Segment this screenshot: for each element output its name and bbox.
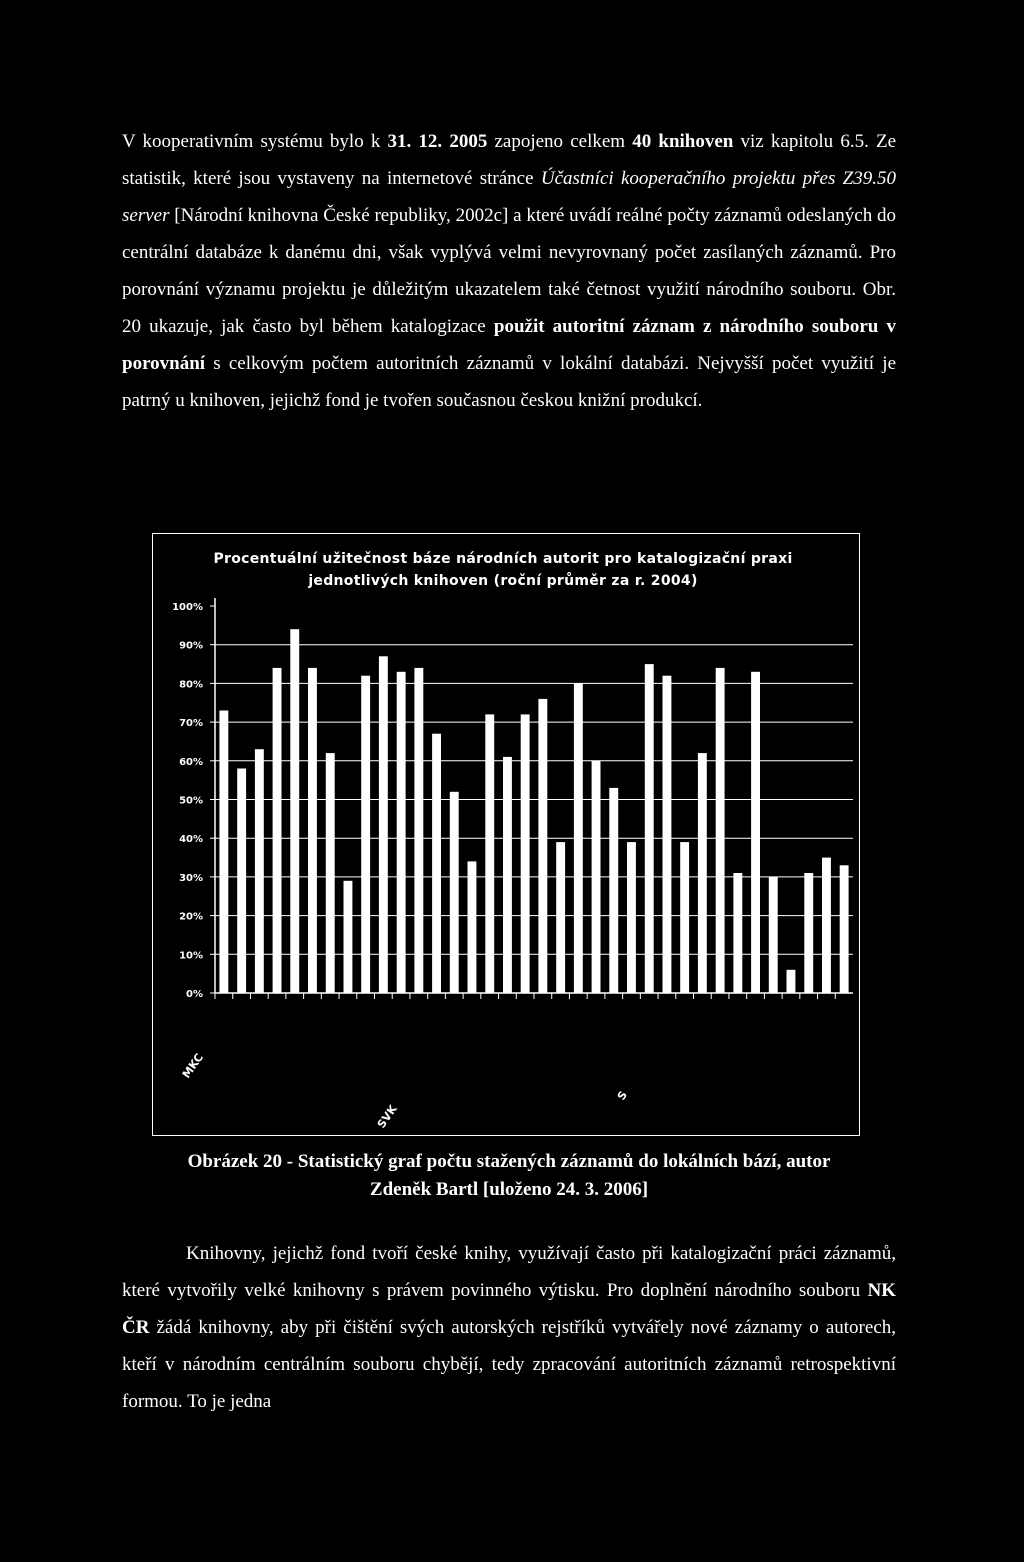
chart-title: Procentuální užitečnost báze národních autorit pro katalogizační praxi jednotlivých knihoven (roční průměr za r. 2004) xyxy=(213,551,793,589)
bar xyxy=(219,711,228,994)
bar xyxy=(361,676,370,993)
bar xyxy=(237,769,246,994)
text-run: zapojeno celkem xyxy=(487,131,633,152)
bar xyxy=(609,788,618,993)
body-paragraph-1 xyxy=(122,123,896,419)
caption-line-1: Obrázek 20 - Statistický graf počtu stažených záznamů do lokálních bází, autor xyxy=(187,1151,831,1172)
figure-chart xyxy=(152,533,860,1136)
bar xyxy=(397,672,406,993)
figure-caption xyxy=(122,1148,896,1204)
institution-emphasis: NK ČR xyxy=(122,1280,896,1338)
y-tick-label: 0% xyxy=(186,989,203,1000)
bar xyxy=(592,761,601,993)
bar xyxy=(663,676,672,993)
bar xyxy=(273,668,282,993)
bar xyxy=(503,757,512,993)
bar xyxy=(733,873,742,993)
bar xyxy=(645,664,654,993)
bar xyxy=(326,753,335,993)
x-tick-label: SVK xyxy=(374,1102,400,1131)
y-tick-label: 60% xyxy=(179,756,203,768)
text-run: s celkovým počtem autoritních záznamů v lokální databázi. Nejvyšší počet využití je patrný u knihoven, jejichž fond je tvořen současnou českou knižní produkcí. xyxy=(122,353,896,411)
bar xyxy=(255,749,264,993)
y-tick-label: 100% xyxy=(172,602,203,613)
y-tick-label: 30% xyxy=(179,872,203,884)
bar xyxy=(450,792,459,993)
bar xyxy=(432,734,441,993)
bar xyxy=(308,668,317,993)
x-tick-label: S xyxy=(614,1088,631,1103)
date-emphasis: 31. 12. 2005 xyxy=(387,131,488,152)
bar xyxy=(379,656,388,993)
count-emphasis: 40 knihoven xyxy=(632,131,734,152)
bar xyxy=(574,683,583,993)
y-tick-label: 80% xyxy=(179,679,203,691)
key-phrase: použit autoritní záznam z národního souboru v porovnání xyxy=(122,316,896,374)
y-axis-ticks xyxy=(172,602,203,1000)
bar xyxy=(414,668,423,993)
bar xyxy=(787,970,796,993)
bar xyxy=(538,699,547,993)
x-axis-labels xyxy=(180,1051,630,1131)
bar xyxy=(751,672,760,993)
bar xyxy=(521,714,530,993)
bar xyxy=(485,714,494,993)
y-tick-label: 20% xyxy=(179,911,203,923)
y-tick-label: 70% xyxy=(179,718,203,730)
x-tick-label: MKC xyxy=(179,1051,206,1081)
bar xyxy=(698,753,707,993)
bar xyxy=(556,842,565,993)
text-run: žádá knihovny, aby při čištění svých autorských rejstříků vytvářely nové záznamy o autorech, kteří v národním centrálním souboru chybějí, tedy zpracování autoritních záznamů retrospektivní formou. To je jedna xyxy=(122,1317,896,1412)
text-run: Knihovny, jejichž fond tvoří české knihy, využívají často při katalogizační práci záznamů, které vytvořily velké knihovny s právem povinného výtisku. Pro doplnění národního souboru xyxy=(122,1243,896,1301)
bar xyxy=(680,842,689,993)
bar xyxy=(468,861,477,993)
y-tick-label: 10% xyxy=(179,950,203,962)
caption-line-2: Zdeněk Bartl [uloženo 24. 3. 2006] xyxy=(369,1179,649,1200)
bar xyxy=(822,858,831,993)
text-run: V kooperativním systému bylo k xyxy=(122,131,388,152)
text-run: viz kapitolu 6.5. Ze statistik, které jsou vystaveny na internetové stránce xyxy=(122,131,897,189)
body-paragraph-2 xyxy=(122,1235,896,1420)
y-tick-label: 50% xyxy=(179,795,203,807)
text-run: [Národní knihovna České republiky, 2002c] a které uvádí reálné počty záznamů odeslaných do centrální databáze k danému dni, však vyplývá velmi nevyrovnaný počet zasílaných záznamů. Pro porovnání významu projektu je důležitým ukazatelem také četnost využití národního souboru. Obr. 20 ukazuje, jak často byl během katalogizace xyxy=(122,205,896,337)
bar-chart xyxy=(153,534,859,1135)
bar xyxy=(627,842,636,993)
source-title: Účastníci kooperačního projektu přes Z39.50 server xyxy=(122,168,896,226)
y-tick-label: 90% xyxy=(179,640,203,652)
bar xyxy=(290,629,299,993)
bar xyxy=(840,865,849,993)
bar xyxy=(344,881,353,993)
bar xyxy=(716,668,725,993)
bar xyxy=(769,877,778,993)
y-tick-label: 40% xyxy=(179,834,203,846)
bar xyxy=(804,873,813,993)
